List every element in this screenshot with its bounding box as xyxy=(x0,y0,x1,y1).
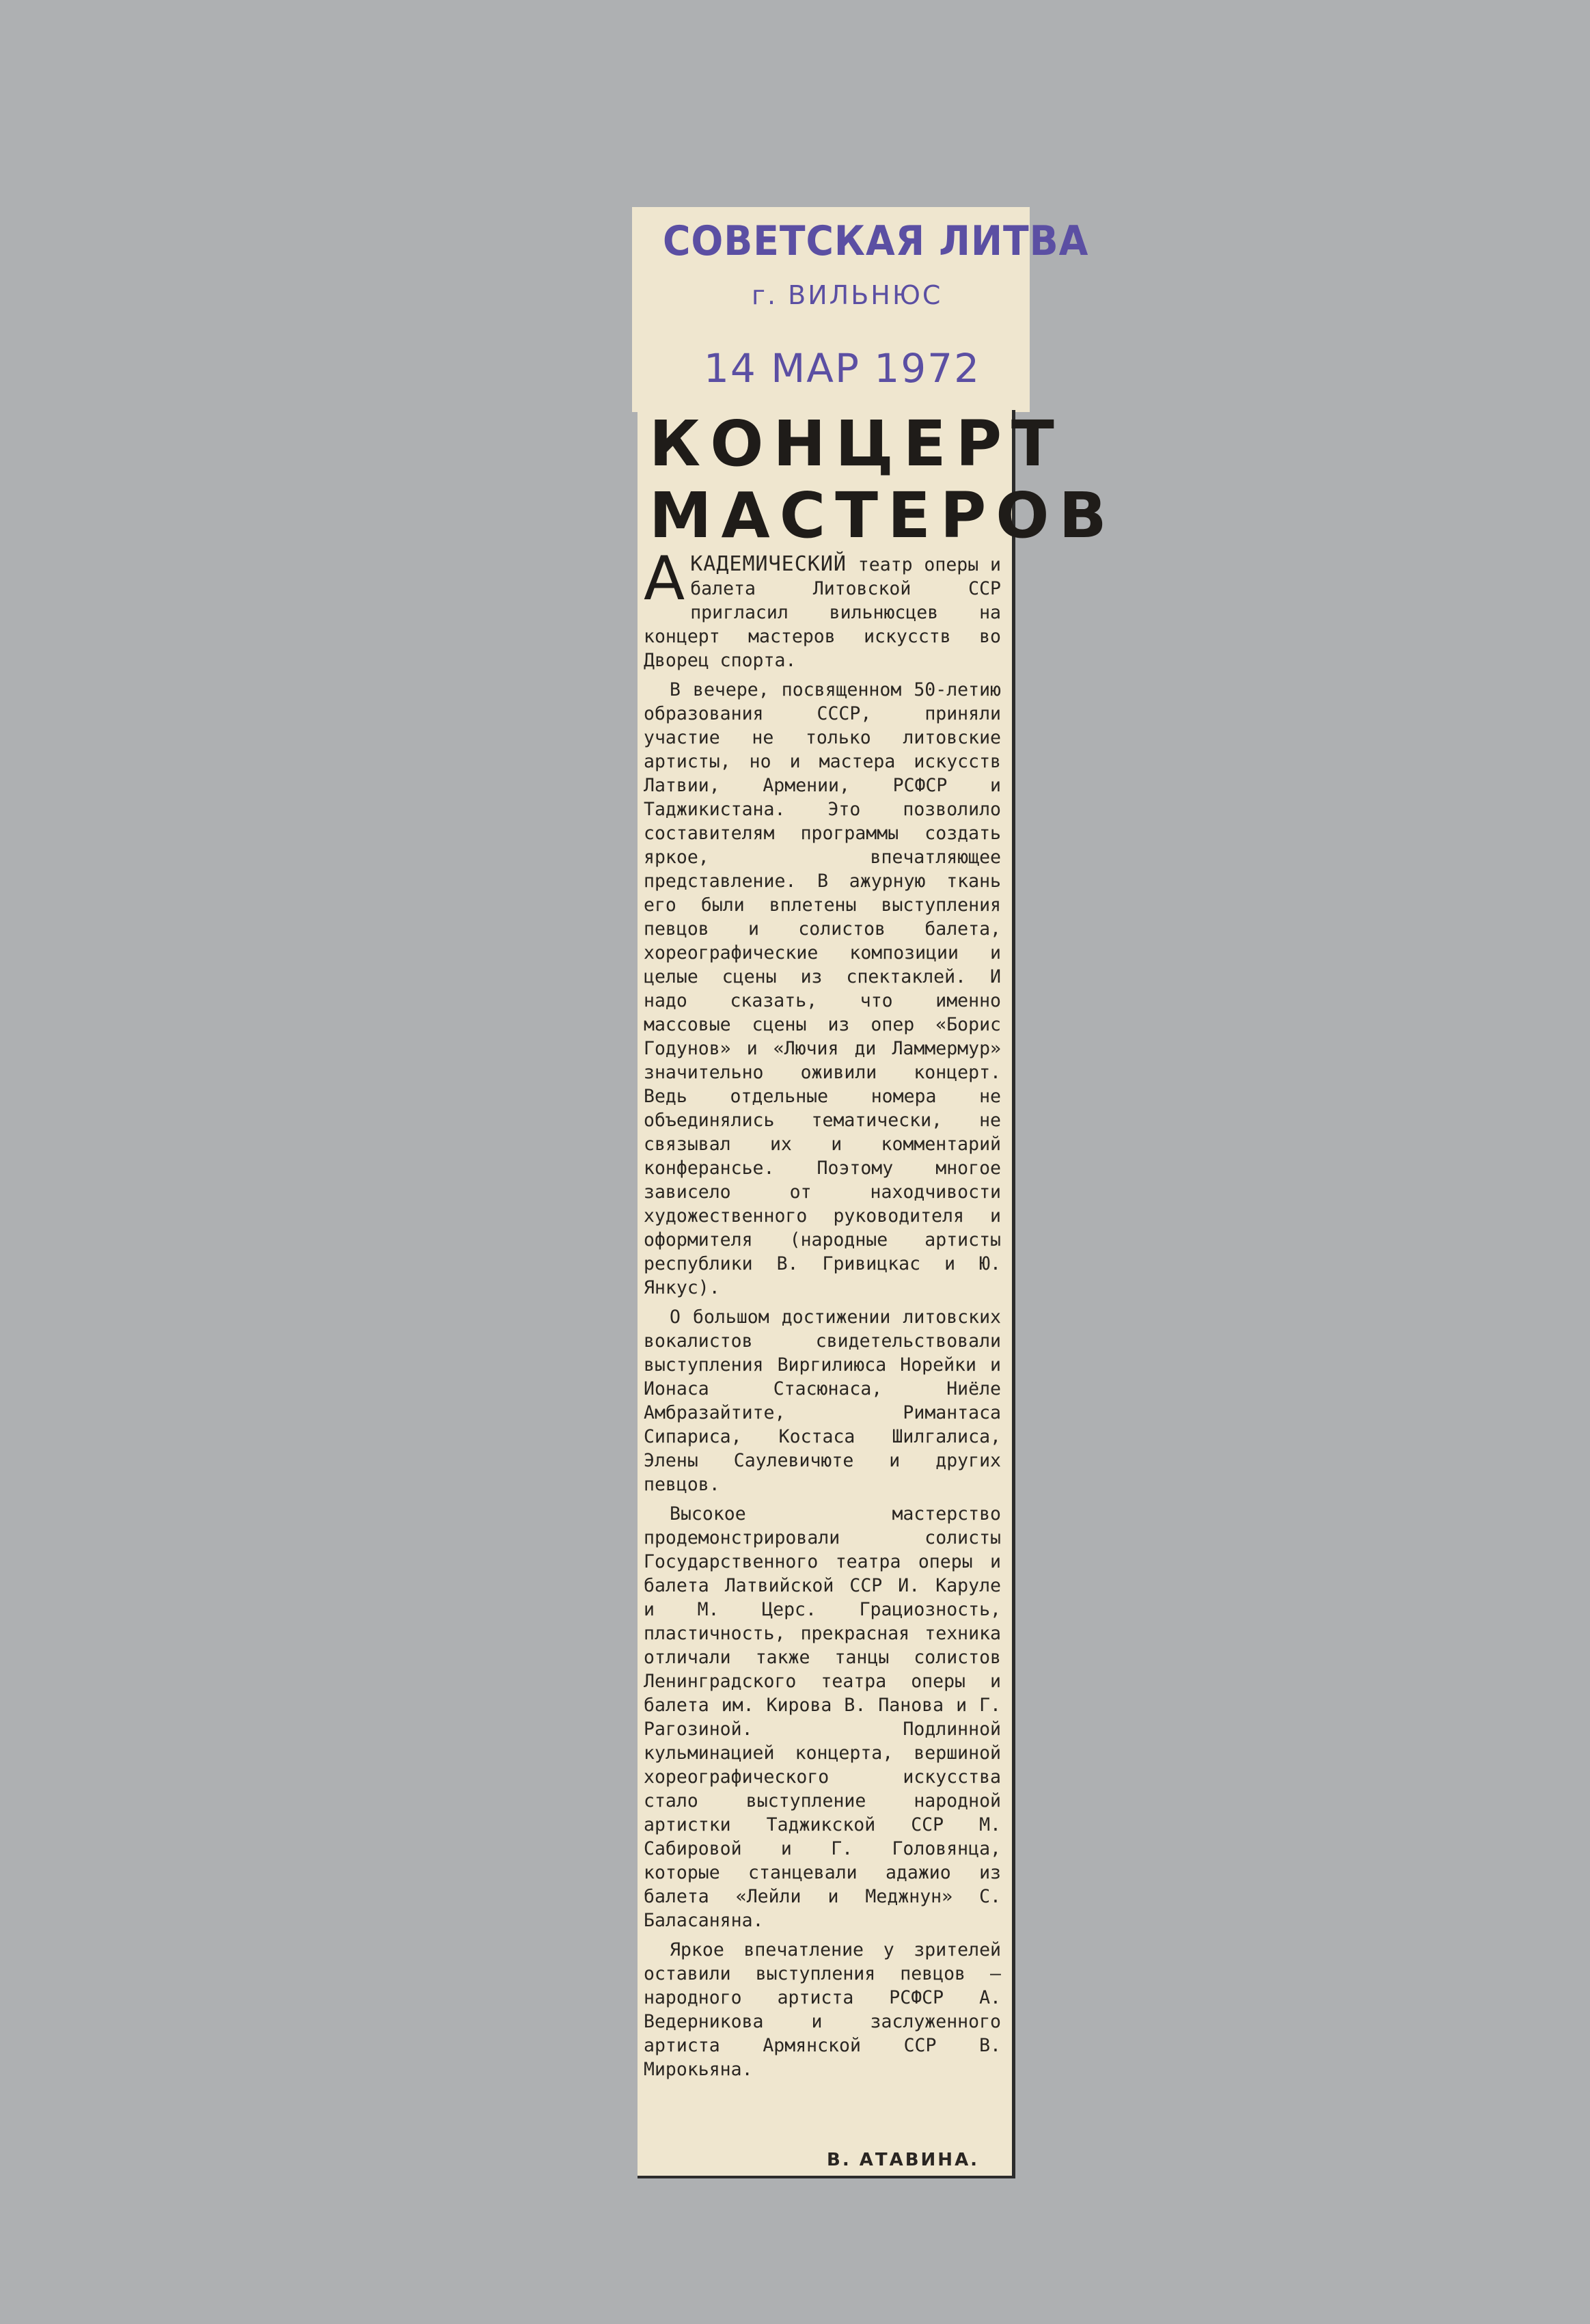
article-paragraph xyxy=(644,543,1001,672)
lead-word: КАДЕМИЧЕСКИЙ xyxy=(690,552,847,576)
stamp-city: г. ВИЛЬНЮС xyxy=(752,280,943,310)
article-paragraph: В вечере, посвященном 50-летию образования СССР, приняли участие не только литовские артисты, но и мастера искусств Латвии, Армении, РСФСР и Таджикистана. Это позволило составителям программы создать яркое, впечатляющее представление. В ажурную ткань его были вплетены выступления певцов и солистов балета, хореографические композиции и целые сцены из спектаклей. И надо сказать, что именно массовые сцены из опер «Борис Годунов» и «Лючия ди Ламмермур» значительно оживили концерт. Ведь отдельные номера не объединялись тематически, не связывал их и комментарий конферансье. Поэтому многое зависело от находчивости художественного руководителя и оформителя (народные артисты республики В. Гривицкас и Ю. Янкус). xyxy=(644,679,1001,1298)
headline-line-2: МАСТЕРОВ xyxy=(649,479,1116,552)
article-body xyxy=(644,543,1001,2087)
headline-line-1: КОНЦЕРТ xyxy=(649,407,1064,480)
stamp-date: 14 МАР 1972 xyxy=(704,345,981,392)
article-paragraph: О большом достижении литовских вокалистов свидетельствовали выступления Виргилиюса Норейки и Ионаса Стасюнаса, Ниёле Амбразайтите, Римантаса Сипариса, Костаса Шилгалиса, Элены Саулевичюте и других певцов. xyxy=(644,1307,1001,1495)
stamp-newspaper-name: СОВЕТСКАЯ ЛИТВА xyxy=(663,217,1089,265)
article-paragraph: Высокое мастерство продемонстрировали солисты Государственного театра оперы и балета Латвийской ССР И. Каруле и М. Церс. Грациозность, пластичность, прекрасная техника отличали также танцы солистов Ленинградского театра оперы и балета им. Кирова В. Панова и Г. Рагозиной. Подлинной кульминацией концерта, вершиной хореографического искусства стало выступление народной артистки Таджикской ССР М. Сабировой и Г. Головянца, которые станцевали адажио из балета «Лейли и Меджнун» С. Баласаняна. xyxy=(644,1503,1001,1931)
article-paragraph: Яркое впечатление у зрителей оставили выступления певцов — народного артиста РСФСР А. Ведерникова и заслуженного артиста Армянской ССР В. Мирокьяна. xyxy=(644,1939,1001,2080)
paragraph-text: театр оперы и балета Литовской ССР пригласил вильнюсцев на концерт мастеров искусств во Дворец спорта. xyxy=(644,554,1001,671)
author-signature: В. АТАВИНА. xyxy=(827,2150,980,2170)
drop-cap: А xyxy=(644,543,685,614)
